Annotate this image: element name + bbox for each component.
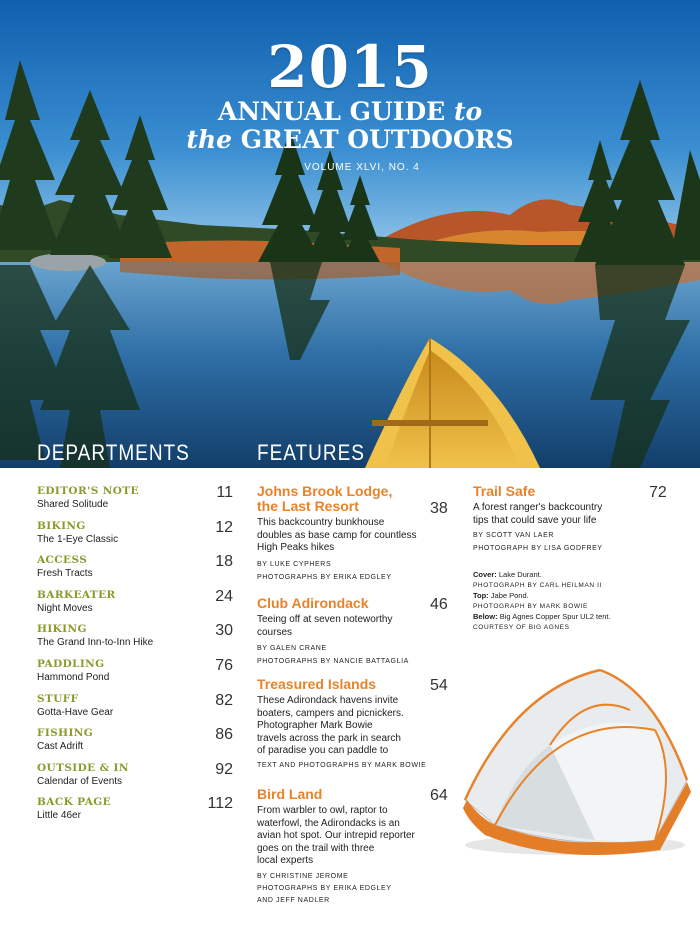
feature-description-line: travels across the park in search bbox=[257, 732, 401, 744]
department-page: 12 bbox=[215, 518, 233, 536]
department-name: PADDLING bbox=[37, 657, 105, 670]
department-title: Cast Adrift bbox=[37, 741, 84, 753]
top-note bbox=[473, 591, 693, 602]
masthead-line1 bbox=[0, 98, 700, 126]
feature-photo-credit: PHOTOGRAPHS BY NANCIE BATTAGLIA bbox=[257, 658, 409, 665]
department-page: 112 bbox=[207, 795, 233, 813]
feature-description-line: local experts bbox=[257, 855, 314, 866]
masthead-line1-to: to bbox=[453, 97, 483, 126]
masthead-year: 2015 bbox=[267, 33, 433, 101]
department-title: The 1-Eye Classic bbox=[37, 533, 119, 545]
department-name: EDITOR'S NOTE bbox=[37, 485, 139, 497]
feature-photo-credit: PHOTOGRAPHS BY ERIKA EDGLEY bbox=[257, 884, 392, 892]
feature-title: Trail Safe bbox=[473, 483, 536, 499]
feature-description-line: of paradise you can paddle to bbox=[257, 745, 389, 756]
feature-description-line: avian hot spot. Our intrepid reporter bbox=[257, 830, 415, 841]
feature-description-line: A forest ranger's backcountry bbox=[473, 502, 603, 513]
below-credit: COURTESY OF BIG AGNES bbox=[473, 623, 570, 631]
photo-notes bbox=[473, 570, 693, 633]
below-text: Big Agnes Copper Spur UL2 tent. bbox=[499, 612, 611, 621]
feature-photo-credit: AND JEFF NADLER bbox=[257, 896, 330, 904]
department-item[interactable] bbox=[37, 761, 233, 796]
feature-description-line: High Peaks hikes bbox=[257, 542, 335, 553]
feature-byline: BY GALEN CRANE bbox=[257, 645, 327, 652]
departments-list bbox=[37, 484, 233, 830]
department-name: HIKING bbox=[37, 623, 87, 636]
department-item[interactable] bbox=[37, 553, 233, 588]
feature-title bbox=[257, 484, 450, 514]
feature-page: 38 bbox=[430, 500, 448, 517]
top-credit: PHOTOGRAPH BY MARK BOWIE bbox=[473, 602, 588, 610]
volume-number: VOLUME XLVI, NO. 4 bbox=[304, 162, 420, 173]
departments-heading: DEPARTMENTS bbox=[37, 441, 190, 466]
feature-description bbox=[257, 695, 450, 758]
department-title: Shared Solitude bbox=[37, 499, 109, 510]
feature-photo-credit: PHOTOGRAPH BY LISA GODFREY bbox=[473, 545, 603, 552]
feature-title-line: Johns Brook Lodge, bbox=[257, 483, 393, 499]
department-item[interactable] bbox=[37, 622, 233, 657]
department-name: ACCESS bbox=[37, 554, 88, 567]
feature-item[interactable] bbox=[257, 787, 450, 906]
department-page: 11 bbox=[216, 484, 233, 501]
feature-description-line: courses bbox=[257, 626, 293, 638]
department-title: Hammond Pond bbox=[37, 671, 110, 683]
feature-description bbox=[257, 805, 450, 868]
feature-description-line: This backcountry bunkhouse bbox=[257, 517, 385, 528]
masthead-line1-text: ANNUAL GUIDE bbox=[217, 97, 446, 126]
feature-byline: BY SCOTT VAN LAER bbox=[473, 532, 554, 539]
feature-description-line: From warbler to owl, raptor to bbox=[257, 805, 388, 816]
department-page: 92 bbox=[215, 760, 233, 778]
department-name: BACK PAGE bbox=[37, 796, 112, 809]
cover-text: Lake Durant. bbox=[498, 570, 542, 579]
department-title: Calendar of Events bbox=[37, 775, 123, 787]
feature-title-line: the Last Resort bbox=[257, 498, 359, 514]
department-title: Night Moves bbox=[37, 602, 93, 614]
feature-byline: BY LUKE CYPHERS bbox=[257, 560, 332, 568]
feature-byline: BY CHRISTINE JEROME bbox=[257, 872, 349, 880]
features-heading: FEATURES bbox=[257, 441, 365, 466]
department-name: BIKING bbox=[37, 519, 86, 532]
feature-description-line: waterfowl, the Adirondacks is an bbox=[257, 817, 400, 829]
feature-description bbox=[257, 517, 450, 555]
below-note bbox=[473, 612, 693, 623]
department-title: Gotta-Have Gear bbox=[37, 706, 114, 718]
masthead-line2-text: GREAT OUTDOORS bbox=[240, 125, 514, 154]
department-item[interactable] bbox=[37, 484, 233, 519]
feature-description-line: tips that could save your life bbox=[473, 514, 597, 526]
department-page: 76 bbox=[215, 656, 233, 674]
feature-title: Bird Land bbox=[257, 786, 323, 802]
department-name: STUFF bbox=[37, 692, 79, 705]
feature-page: 64 bbox=[430, 787, 448, 804]
feature-item[interactable] bbox=[257, 484, 450, 583]
feature-title: Treasured Islands bbox=[257, 676, 377, 692]
department-item[interactable] bbox=[37, 795, 233, 830]
feature-description-line: goes on the trail with three bbox=[257, 842, 375, 854]
feature-page: 54 bbox=[430, 677, 448, 694]
department-title: The Grand Inn-to-Inn Hike bbox=[37, 637, 154, 649]
feature-item[interactable] bbox=[257, 596, 450, 667]
feature-description-line: Teeing off at seven noteworthy bbox=[257, 614, 393, 625]
below-label: Below: bbox=[473, 612, 498, 621]
feature-item[interactable] bbox=[257, 677, 450, 771]
tent-image bbox=[455, 650, 695, 860]
feature-description-line: Photographer Mark Bowie bbox=[257, 720, 373, 731]
feature-title: Club Adirondack bbox=[257, 595, 369, 611]
department-item[interactable] bbox=[37, 657, 233, 692]
cover-note bbox=[473, 570, 693, 581]
feature-photo-credit: TEXT AND PHOTOGRAPHS BY MARK BOWIE bbox=[257, 761, 427, 769]
department-item[interactable] bbox=[37, 519, 233, 554]
department-title: Fresh Tracts bbox=[37, 568, 93, 580]
feature-page: 72 bbox=[649, 484, 667, 501]
cover-label: Cover: bbox=[473, 570, 497, 579]
department-item[interactable] bbox=[37, 726, 233, 761]
feature-description-line: doubles as base camp for countless bbox=[257, 529, 417, 541]
department-item[interactable] bbox=[37, 588, 233, 623]
top-label: Top: bbox=[473, 591, 489, 600]
department-page: 24 bbox=[215, 587, 233, 605]
feature-description-line: These Adirondack havens invite bbox=[257, 695, 399, 706]
masthead-line2 bbox=[0, 126, 700, 154]
masthead-line2-the: the bbox=[186, 125, 233, 154]
feature-description-line: boaters, campers and picnickers. bbox=[257, 707, 404, 719]
feature-page: 46 bbox=[430, 596, 448, 613]
department-name: FISHING bbox=[37, 727, 94, 740]
department-item[interactable] bbox=[37, 692, 233, 727]
department-name: OUTSIDE & IN bbox=[37, 761, 129, 774]
masthead bbox=[0, 33, 700, 173]
feature-photo-credit: PHOTOGRAPHS BY ERIKA EDGLEY bbox=[257, 573, 392, 581]
department-page: 30 bbox=[215, 622, 233, 640]
department-page: 82 bbox=[215, 691, 233, 709]
cover-credit: PHOTOGRAPH BY CARL HEILMAN II bbox=[473, 581, 602, 589]
department-name: BARKEATER bbox=[37, 588, 116, 601]
department-title: Little 46er bbox=[37, 810, 81, 822]
department-page: 86 bbox=[215, 726, 233, 744]
feature-description bbox=[473, 502, 673, 527]
top-text: Jabe Pond. bbox=[490, 591, 529, 600]
feature-description bbox=[257, 614, 450, 639]
department-page: 18 bbox=[215, 553, 233, 571]
feature-item[interactable] bbox=[473, 484, 673, 554]
